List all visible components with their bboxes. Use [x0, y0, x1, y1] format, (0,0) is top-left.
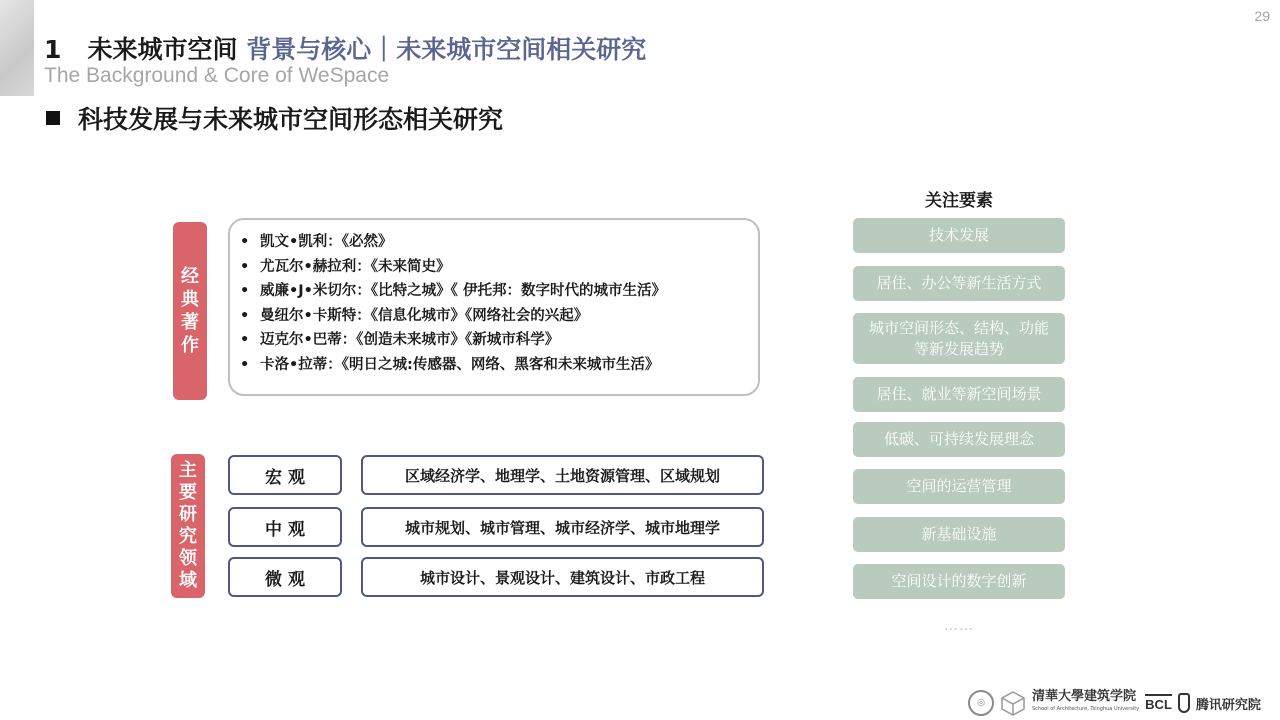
title-main: 未来城市空间 [87, 35, 238, 64]
classic-works-list [228, 218, 760, 396]
bullet-icon: • [240, 332, 250, 348]
tag-char: 经 [181, 266, 199, 287]
focus-item: 空间设计的数字创新 [853, 564, 1065, 599]
list-item [240, 279, 758, 304]
research-fields-tag [171, 454, 205, 598]
list-item-text: 尤瓦尔•赫拉利：《未来简史》 [260, 258, 451, 275]
focus-item: 居住、办公等新生活方式 [853, 266, 1065, 301]
list-item-text: 卡洛•拉蒂：《明日之城:传感器、网络、黑客和未来城市生活》 [260, 356, 660, 373]
tag-char: 域 [179, 570, 197, 591]
square-bullet-icon [46, 111, 60, 125]
classic-works-tag [173, 222, 207, 400]
list-item [240, 328, 758, 353]
title-number: 1 [44, 35, 62, 64]
tag-char: 典 [181, 289, 199, 310]
focus-item: 新基础设施 [853, 517, 1065, 552]
focus-item: 低碳、可持续发展理念 [853, 422, 1065, 457]
list-item [240, 255, 758, 280]
bullet-icon: • [240, 234, 250, 250]
bullet-icon: • [240, 283, 250, 299]
focus-item: 空间的运营管理 [853, 469, 1065, 504]
page-subtitle: The Background & Core of WeSpace [44, 64, 390, 87]
level-meso: 中 观 [228, 507, 342, 547]
section-heading [46, 100, 503, 136]
tag-char: 主 [179, 460, 197, 481]
corner-decoration [0, 0, 34, 96]
tag-char: 作 [181, 335, 199, 356]
tsinghua-logo-text: 清華大學建筑学院 [1032, 689, 1137, 704]
tag-char: 领 [179, 548, 197, 569]
bullet-icon: • [240, 356, 250, 373]
list-item-text: 威廉•J•米切尔：《比特之城》《 伊托邦：数字时代的城市生活》 [260, 283, 666, 299]
level-macro: 宏 观 [228, 455, 342, 495]
tag-char: 究 [179, 526, 197, 547]
focus-ellipsis: …… [944, 618, 974, 634]
list-item-text: 迈克尔•巴蒂：《创造未来城市》《新城市科学》 [260, 332, 560, 348]
list-item [240, 304, 758, 329]
list-item-text: 凯文•凯利：《必然》 [260, 234, 393, 250]
list-item-text: 曼纽尔•卡斯特：《信息化城市》《网络社会的兴起》 [260, 307, 589, 324]
bcl-logo: BCL [1145, 694, 1172, 712]
title-accent: 背景与核心｜未来城市空间相关研究 [246, 35, 647, 64]
page-number: 29 [1254, 8, 1270, 24]
focus-item: 居住、就业等新空间场景 [853, 377, 1065, 412]
tag-char: 研 [179, 504, 197, 525]
footer-logos [968, 688, 1261, 718]
focus-title: 关注要素 [925, 191, 993, 211]
focus-item: 技术发展 [853, 218, 1065, 253]
focus-item: 城市空间形态、结构、功能等新发展趋势 [853, 313, 1065, 364]
fields-micro: 城市设计、景观设计、建筑设计、市政工程 [361, 557, 764, 597]
page-title [44, 30, 646, 66]
tsinghua-seal-icon: ◎ [968, 690, 994, 716]
fields-meso: 城市规划、城市管理、城市经济学、城市地理学 [361, 507, 764, 547]
section-title: 科技发展与未来城市空间形态相关研究 [78, 105, 504, 134]
cube-logo-icon [1000, 690, 1026, 716]
level-micro: 微 观 [228, 557, 342, 597]
bullet-icon: • [240, 307, 250, 324]
list-item [240, 353, 758, 378]
tag-char: 要 [179, 482, 197, 503]
tag-char: 著 [181, 312, 199, 333]
tencent-research-logo: 腾讯研究院 [1195, 697, 1261, 713]
fields-macro: 区域经济学、地理学、土地资源管理、区域规划 [361, 455, 764, 495]
tencent-research-icon [1178, 693, 1190, 713]
tsinghua-logo-en: School of Architecture, Tsinghua University [1032, 706, 1140, 712]
tsinghua-logo [1032, 691, 1139, 715]
list-item [240, 230, 758, 255]
bullet-icon: • [240, 258, 250, 275]
